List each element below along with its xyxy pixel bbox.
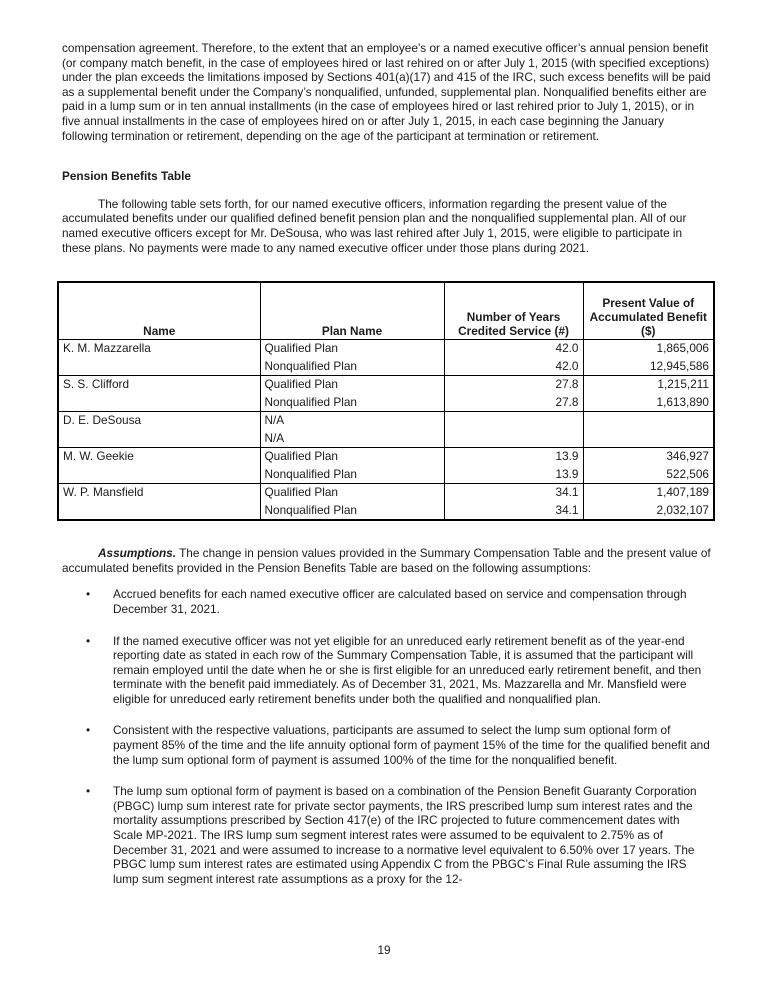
pension-benefits-table (57, 281, 715, 521)
table-row (58, 484, 714, 502)
bullet-item-accrued-benefits: • Accrued benefits for each named executive officer are calculated based on service and compensation through December 31, 2021. (113, 587, 712, 616)
value-cell: 522,506 (583, 466, 714, 484)
years-cell: 42.0 (444, 340, 583, 358)
bullet-item-early-retirement: • If the named executive officer was not yet eligible for an unreduced early retirement benefit as of the year-end reporting date as stated in each row of the Summary Compensation Table, it is assumed that the participant will remain employed until the date when he or she is first eligible for an unreduced early retirement benefit, and then terminate with the benefit paid immediately. As of December 31, 2021, Ms. Mazzarella and Mr. Mansfield were eligible for unreduced early retirement benefits under both the qualified and nonqualified plan. (113, 634, 712, 707)
value-cell (583, 430, 714, 448)
table-row (58, 340, 714, 358)
table-header-row (58, 282, 714, 340)
value-cell: 1,865,006 (583, 340, 714, 358)
section-heading: Pension Benefits Table (62, 169, 191, 184)
plan-name-cell: Qualified Plan (260, 448, 444, 466)
years-cell: 27.8 (444, 394, 583, 412)
value-cell: 346,927 (583, 448, 714, 466)
plan-name-cell: N/A (260, 430, 444, 448)
plan-name-cell: Nonqualified Plan (260, 394, 444, 412)
table-row (58, 448, 714, 466)
years-cell: 13.9 (444, 466, 583, 484)
officer-name-cell: K. M. Mazzarella (58, 340, 260, 376)
years-cell: 42.0 (444, 358, 583, 376)
officer-name-cell: M. W. Geekie (58, 448, 260, 484)
plan-name-cell: Nonqualified Plan (260, 502, 444, 521)
plan-name-cell: Qualified Plan (260, 484, 444, 502)
column-header-present-value: Present Value of Accumulated Benefit ($) (583, 282, 714, 340)
value-cell: 1,407,189 (583, 484, 714, 502)
plan-name-cell: N/A (260, 412, 444, 430)
plan-name-cell: Qualified Plan (260, 340, 444, 358)
assumptions-text: The change in pension values provided in the Summary Compensation Table and the present value of accumulated benefits provided in the Pension Benefits Table are based on the following assumptions: (62, 546, 711, 575)
bullet-item-lump-sum-rates: • The lump sum optional form of payment is based on a combination of the Pension Benefit Guaranty Corporation (PBGC) lump sum interest rate for private sector payments, the IRS prescribed lump sum interest rates and the mortality assumptions prescribed by Section 417(e) of the IRC projected to future commencement dates with Scale MP-2021. The IRS lump sum segment interest rates were assumed to be equivalent to 2.75% as of December 31, 2021 and were assumed to increase to a normative level equivalent to 6.50% over 17 years. The PBGC lump sum interest rates are estimated using Appendix C from the PBGC’s Final Rule assuming the IRS lump sum segment interest rate assumptions as a proxy for the 12- (113, 784, 712, 886)
table-row (58, 412, 714, 430)
value-cell (583, 412, 714, 430)
table-intro-paragraph: The following table sets forth, for our named executive officers, information regarding the present value of the accumulated benefits under our qualified defined benefit pension plan and the nonqualified supplemental plan. All of our named executive officers except for Mr. DeSousa, who was last rehired after July 1, 2015, were eligible to participate in these plans. No payments were made to any named executive officer under those plans during 2021. (62, 196, 687, 255)
bullet-item-lump-sum-election: • Consistent with the respective valuations, participants are assumed to select the lump sum optional form of payment 85% of the time and the life annuity optional form of payment 15% of the time for the qualified benefit and the lump sum optional form of payment is assumed 100% of the time for the nonqualified benefit. (113, 723, 712, 767)
value-cell: 12,945,586 (583, 358, 714, 376)
years-cell: 27.8 (444, 376, 583, 394)
years-cell: 13.9 (444, 448, 583, 466)
value-cell: 1,215,211 (583, 376, 714, 394)
column-header-years-credited: Number of Years Credited Service (#) (444, 282, 583, 340)
intro-paragraph: compensation agreement. Therefore, to the extent that an employee’s or a named executive officer’s annual pension benefit (or company match benefit, in the case of employees hired or last rehired on or after July 1, 2015 (with specified exceptions) under the plan exceeds the limitations imposed by Sections 401(a)(17) and 415 of the IRC, such excess benefits will be paid as a supplemental benefit under the Company’s nonqualified, unfunded, supplemental plan. Nonqualified benefits either are paid in a lump sum or in ten annual installments (in the case of employees hired or last rehired prior to July 1, 2015), or in five annual installments in the case of employees hired on or after July 1, 2015, in each case beginning the January following termination or retirement, depending on the age of the participant at termination or retirement. (62, 41, 711, 143)
years-cell: 34.1 (444, 502, 583, 521)
value-cell: 2,032,107 (583, 502, 714, 521)
page-number: 19 (377, 943, 391, 957)
assumptions-lead: Assumptions. (98, 546, 176, 561)
officer-name-cell: W. P. Mansfield (58, 484, 260, 521)
years-cell (444, 430, 583, 448)
years-cell: 34.1 (444, 484, 583, 502)
plan-name-cell: Qualified Plan (260, 376, 444, 394)
table-row (58, 376, 714, 394)
assumptions-paragraph (62, 546, 712, 575)
value-cell: 1,613,890 (583, 394, 714, 412)
column-header-name: Name (58, 282, 260, 340)
officer-name-cell: S. S. Clifford (58, 376, 260, 412)
officer-name-cell: D. E. DeSousa (58, 412, 260, 448)
years-cell (444, 412, 583, 430)
plan-name-cell: Nonqualified Plan (260, 358, 444, 376)
assumptions-list (0, 587, 712, 886)
plan-name-cell: Nonqualified Plan (260, 466, 444, 484)
column-header-plan-name: Plan Name (260, 282, 444, 340)
